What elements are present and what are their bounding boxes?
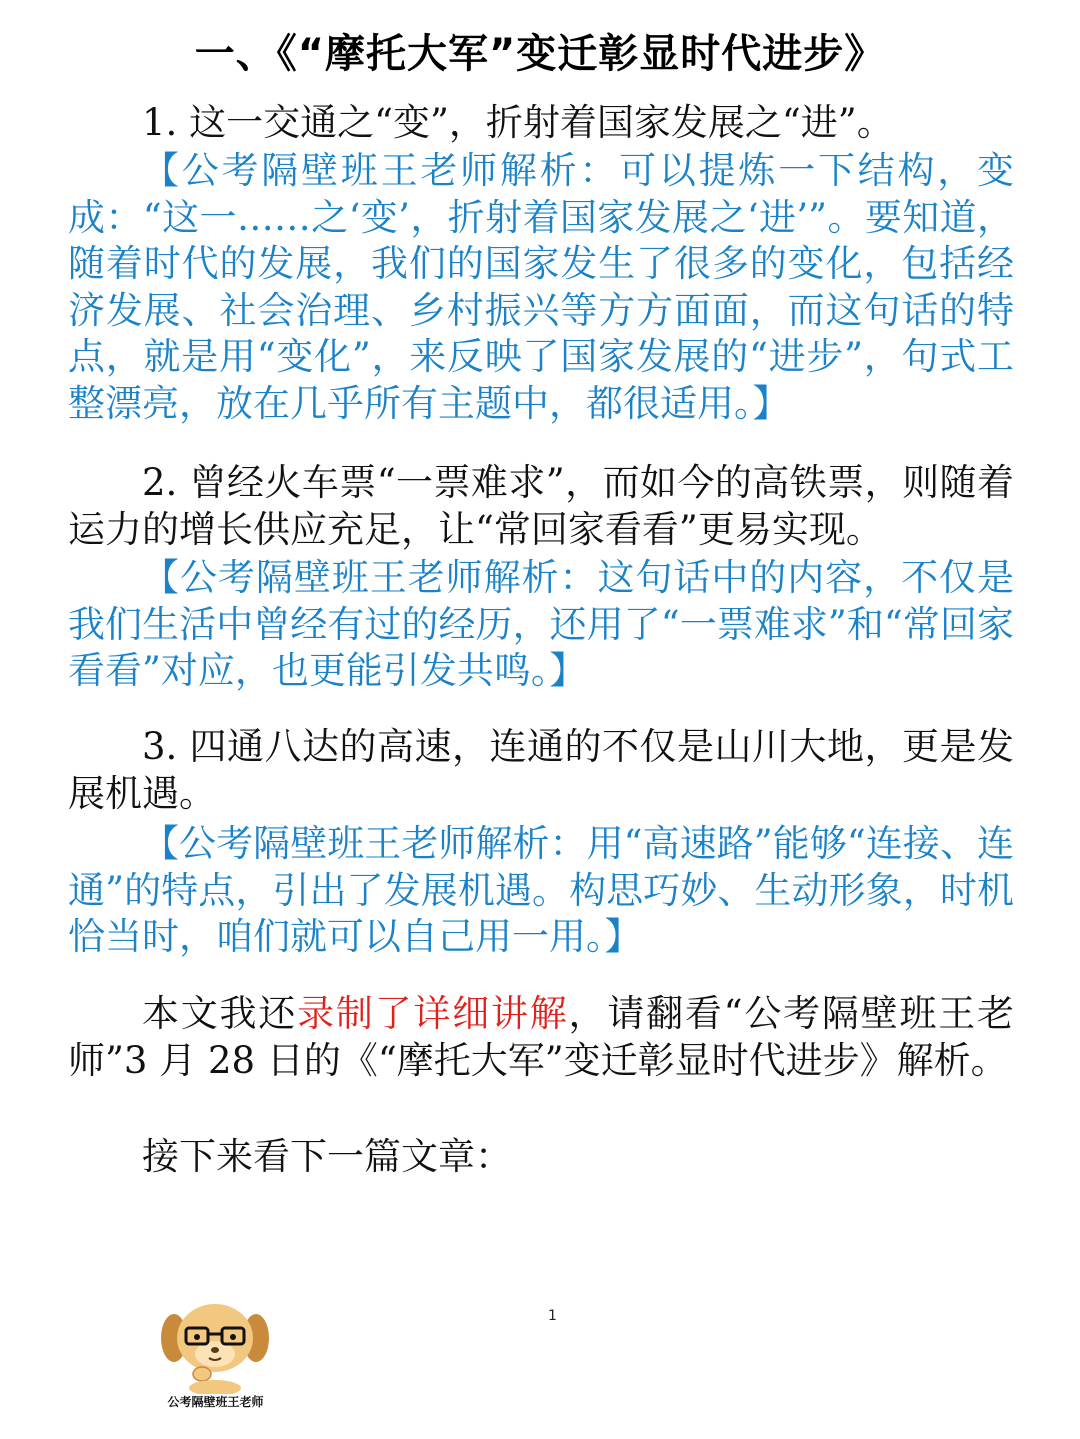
analysis-1: 【公考隔壁班王老师解析：可以提炼一下结构，变成：“这一……之‘变’，折射着国家发展之‘进’”。要知道，随着时代的发展，我们的国家发生了很多的变化，包括经济发展、社会治理、乡村振兴等方方面面，而这句话的特点，就是用“变化”，来反映了国家发展的“进步”，句式工整漂亮，放在几乎所有主题中，都很适用。】 [68, 149, 1014, 425]
closing-highlight: 录制了详细讲解 [297, 992, 569, 1035]
sentence-2: 2. 曾经火车票“一票难求”，而如今的高铁票，则随着运力的增长供应充足，让“常回家看看”更易实现。 [68, 461, 1014, 551]
closing-text-before: 本文我还 [142, 992, 298, 1035]
analysis-3: 【公考隔壁班王老师解析：用“高速路”能够“连接、连通”的特点，引出了发展机遇。构思巧妙、生动形象，时机恰当时，咱们就可以自己用一用。】 [68, 822, 1014, 958]
closing-text-after: ，请翻看“公考隔壁班王老师”3 月 28 日的《“摩托大军”变迁彰显时代进步》解析。 [68, 992, 1015, 1082]
page-title: 一、《“摩托大军”变迁彰显时代进步》 [194, 31, 886, 77]
analysis-2: 【公考隔壁班王老师解析：这句话中的内容，不仅是我们生活中曾经有过的经历，还用了“一票难求”和“常回家看看”对应，也更能引发共鸣。】 [68, 556, 1014, 692]
page-number: 1 [548, 1308, 557, 1324]
dog-mascot-icon [160, 1298, 270, 1394]
closing-paragraph [68, 991, 1014, 1084]
sentence-3: 3. 四通八达的高速，连通的不仅是山川大地，更是发展机遇。 [68, 725, 1014, 815]
sentence-1: 1. 这一交通之“变”，折射着国家发展之“进”。 [142, 101, 894, 144]
mascot-caption: 公考隔壁班王老师 [167, 1395, 264, 1409]
next-article-line: 接下来看下一篇文章： [142, 1135, 512, 1178]
